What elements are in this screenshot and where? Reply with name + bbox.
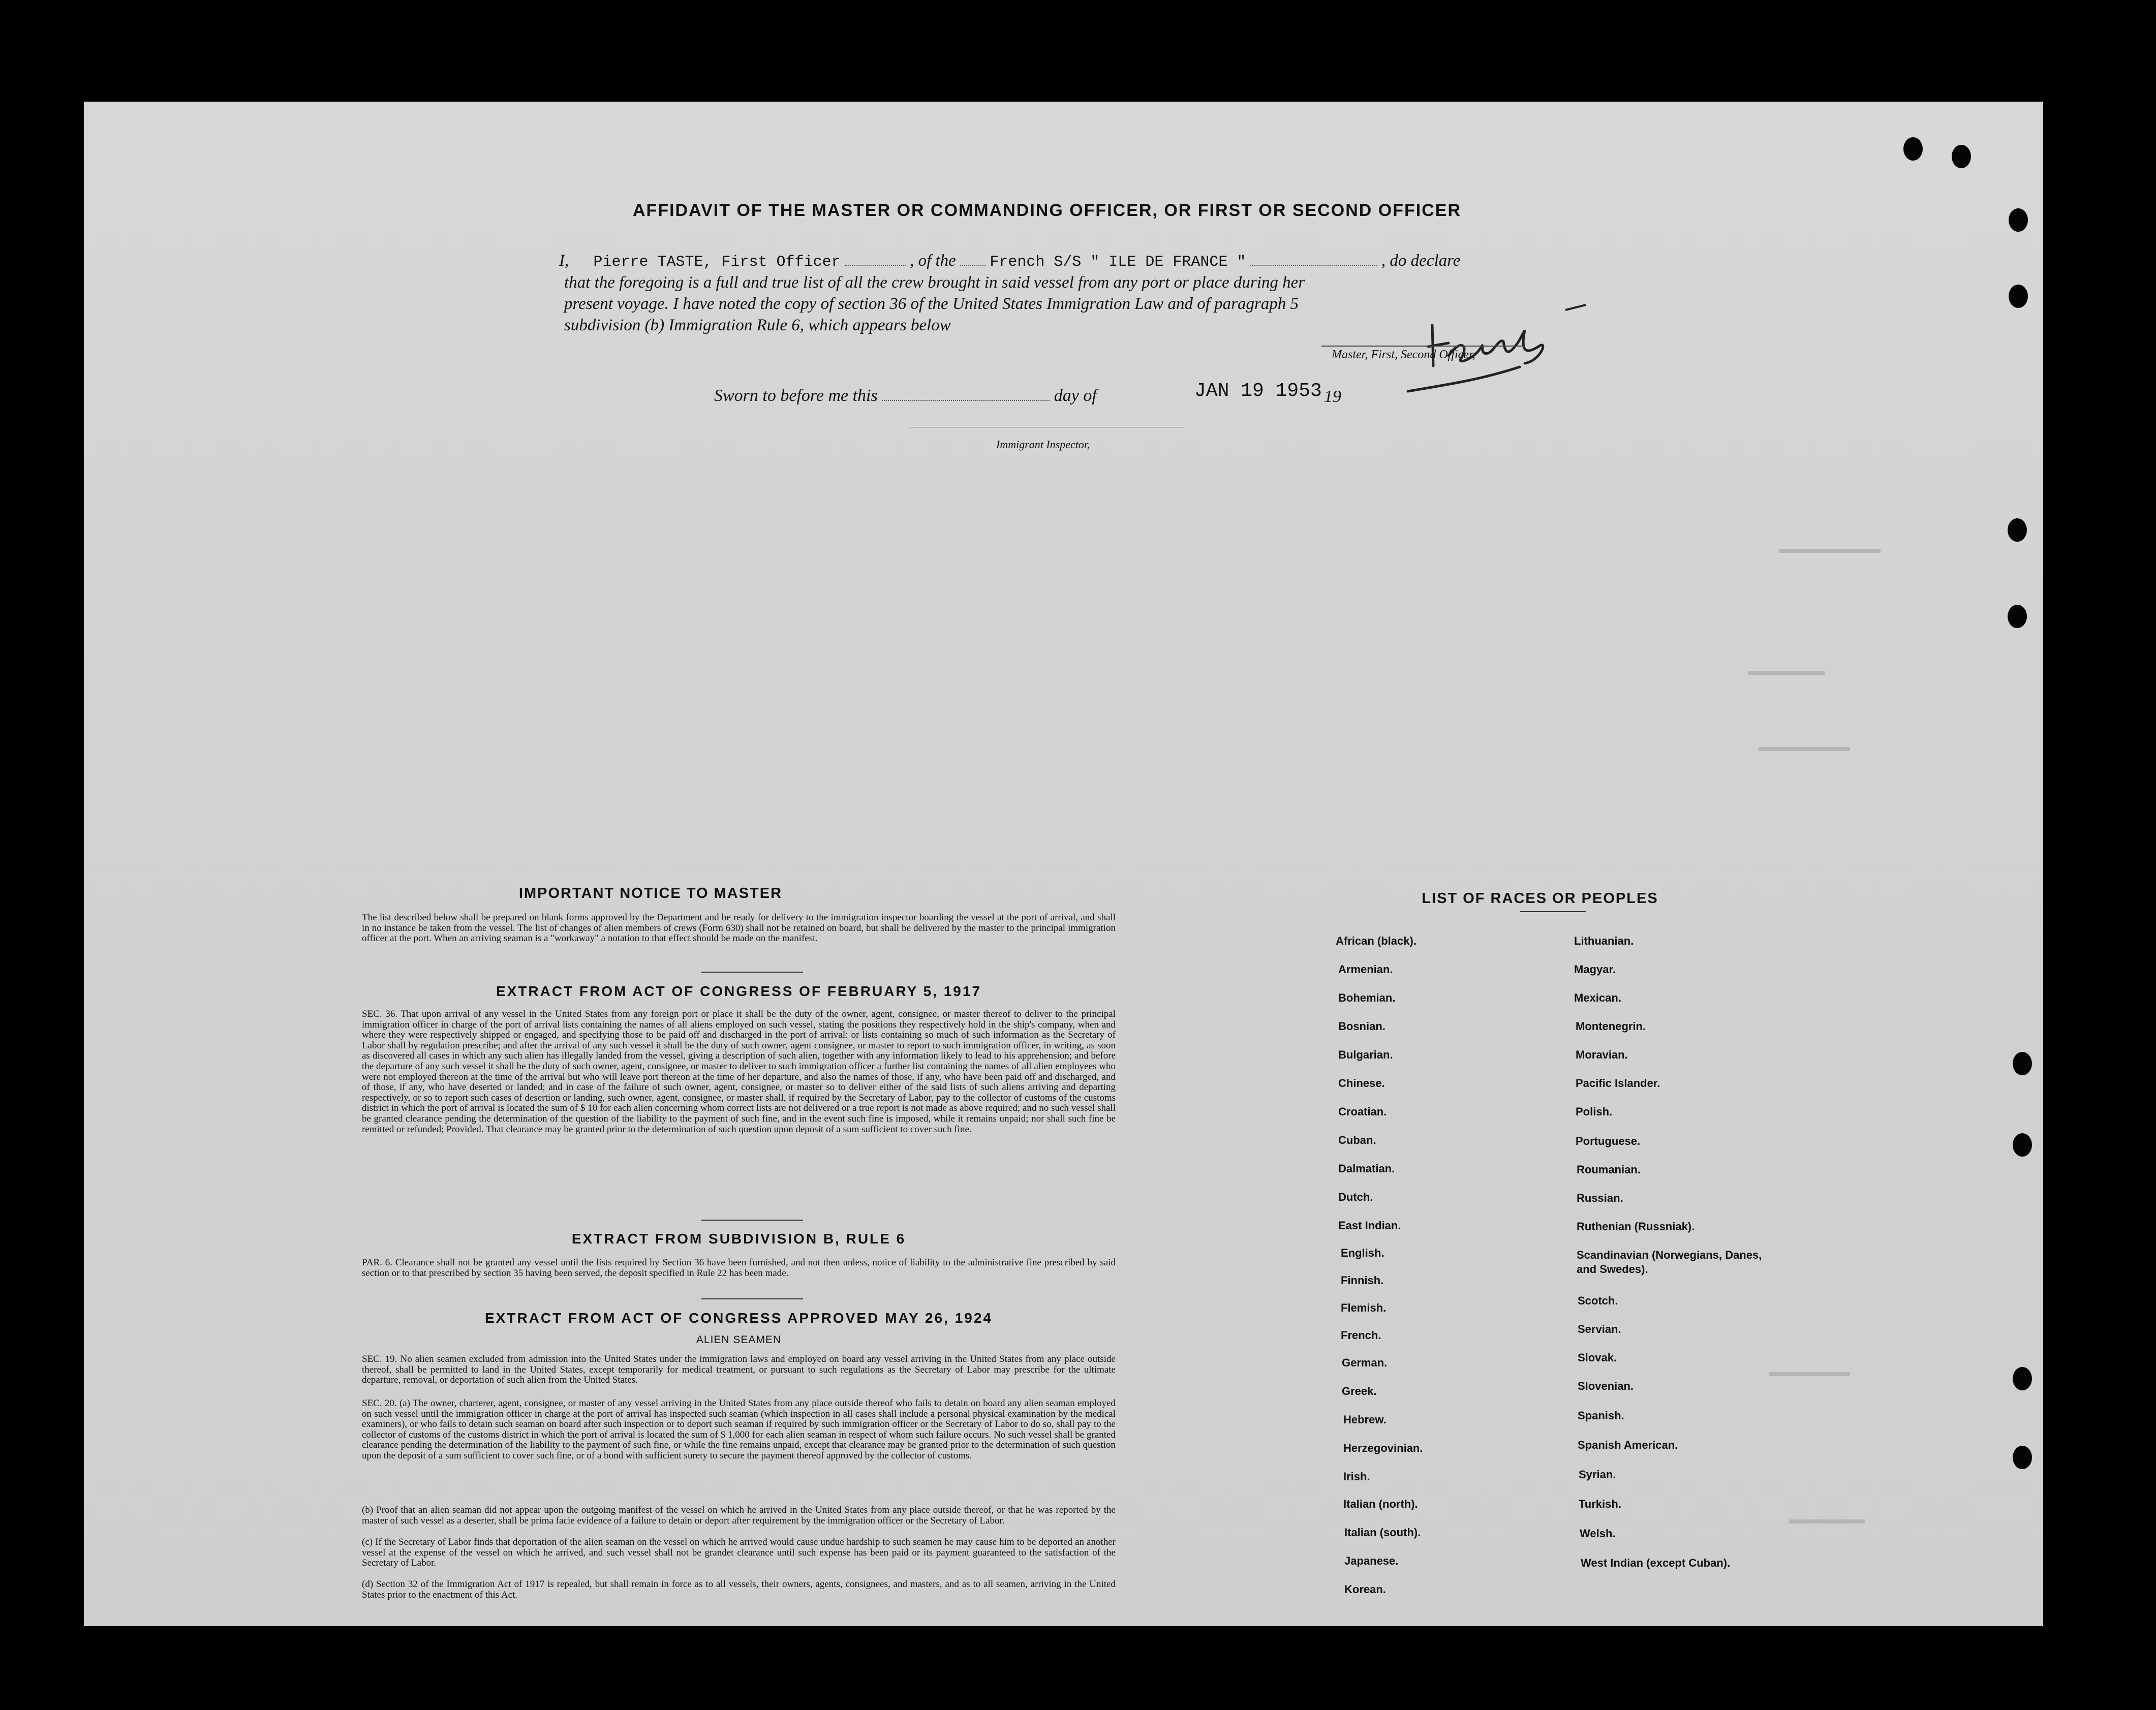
bleed-through-mark [1779,549,1881,553]
race-item: Armenian. [1338,963,1393,976]
signature-line [1321,346,1525,347]
race-item: Magyar. [1574,963,1616,976]
race-item: Hebrew. [1343,1413,1387,1426]
race-item: Welsh. [1580,1527,1616,1540]
race-item: Polish. [1576,1105,1613,1118]
section-divider [701,1298,803,1299]
affidavit-of-the: , of the [910,252,956,270]
race-item: Pacific Islander. [1576,1077,1660,1090]
race-item: Ruthenian (Russniak). [1577,1220,1695,1233]
bleed-through-mark [1769,1372,1850,1376]
affidavit-line-1 [559,252,1460,271]
punch-hole [2013,1052,2032,1075]
race-item: Cuban. [1338,1134,1376,1146]
punch-hole [2009,285,2028,308]
race-item: Irish. [1343,1470,1370,1483]
extract-1917-body: SEC. 36. That upon arrival of any vessel in the United States from any foreign port or place it shall be the duty of the owner, agent, consignee, or master thereof to deliver to the principal immigration officer in charge of the port of arrival lists containing the names of all aliens employed on such vessel, stating the positions they respectively hold in the ship's company, when and where they were respectively shipped or engaged, and specifying those to be paid off and discharged in the port of arrival: or lists containing so much of such information as the Secretary of Labor shall by regulation prescribe; and after the arrival of any such vessel it shall be the duty of such owner, agent consignee, or master to report to such immigration officer, in writing, as soon as discovered all cases in which any such alien has illegally landed from the vessel, giving a description of such alien, together with any information likely to lead to his apprehension; and before the departure of any such vessel it shall be the duty of such owner, agent, consignee, or master to deliver to such immigration officer a further list containing the names of all alien employees who were not employed thereon at the time of the arrival but who will leave port thereon at the time of her departure, and also the names of those, if any, who have been paid off and discharged, and of those, if any, who have deserted or landed; and in case of the failure of such owner, agent, consignee, or master so to deliver either of the said lists of such aliens arriving and departing respectively, or so to report such cases of desertion or landing, such owner, agent, consignee, or master shall, if required by the Secretary of Labor, pay to the collector of customs of the customs district in which the port of arrival is located the sum of $ 10 for each alien concerning whom correct lists are not delivered or a true report is not made as above required; and no such vessel shall be granted clearance pending the determination of the question of the liability to the payment of such fine, and in the event such fine is imposed, while it remains unpaid; nor shall such fine be remitted or refunded; Provided. That clearance may be granted prior to the determination of such question upon deposit of a sum sufficient to cover such fine. [362,1009,1116,1135]
races-title-underline [1520,911,1586,912]
race-item: Slovenian. [1578,1380,1634,1392]
race-item: Bosnian. [1338,1020,1385,1033]
race-item: Spanish American. [1578,1439,1678,1451]
extract-1924-sec20b: (b) Proof that an alien seaman did not appear upon the outgoing manifest of the vessel on which he arrived in the United States from any place outside thereof, or that he was reported by the master of such vessel as a deserter, shall be prima facie evidence of a failure to detain or deport after requirement by the immigration officer or the Secretary of Labor. [362,1505,1116,1526]
extract-1924-title: EXTRACT FROM ACT OF CONGRESS APPROVED MAY 26, 1924 [485,1310,993,1326]
extract-1924-sec20c: (c) If the Secretary of Labor finds that deportation of the alien seaman on the vessel on which he arrived would cause undue hardship to such seamen he may cause him to be deported an another vessel at the expense of the vessel on which he arrived, and such vessel shall not be grandet clearance until such expense has been paid or its payment guaranteed to the satisfaction of the Secretary of Labor. [362,1537,1116,1569]
races-title: LIST OF RACES OR PEOPLES [1422,890,1658,907]
race-item: Dalmatian. [1338,1162,1395,1175]
section-divider [701,1220,803,1221]
affidavit-line-2: that the foregoing is a full and true list of all the crew brought in said vessel from any port or place during her [564,273,1305,292]
race-item: French. [1341,1329,1381,1342]
race-item: Flemish. [1341,1301,1387,1314]
punch-hole [2009,208,2028,232]
document-sheet [84,102,2043,1626]
punch-hole [1903,137,1923,161]
extract-rule6-body: PAR. 6. Clearance shall not be granted any vessel until the lists required by Section 36 have been furnished, and not then unless, notice of liability to the administrative fine prescribed by said section or to that prescribed by section 35 having been served, the deposit specified in Rule 22 has been made. [362,1257,1116,1279]
extract-1924-sec20a: SEC. 20. (a) The owner, charterer, agent, consignee, or master of any vessel arriving in the United States from any place outside thereof who fails to detain on board any alien seaman employed on such vessel until the immigration officer in charge at the port of arrival has inspected such seaman (which inspection in all cases shall include a personal physical examination by the medical examiners), or who fails to detain such seaman on board after such inspection or to deport such seaman if required by such immigration officer or the Secretary of Labor to do so, shall pay to the collector of customs of the customs district in which the port of arrival is located the sum of $ 1,000 for each alien seaman in respect of whom such failure occurs. No such vessel shall be granted clearance pending the determination of the liability to the payment of such fine, or while the fine remains unpaid, except that clearance may be granted prior to the determination of such question upon the deposit of a sum sufficient to cover such fine, or of a bond with sufficient surety to secure the payment thereof approved by the collector of customs. [362,1398,1116,1461]
race-item: Korean. [1344,1583,1386,1596]
race-item: Herzegovinian. [1343,1442,1423,1454]
sworn-line [714,386,1097,406]
race-item: Mexican. [1574,991,1621,1004]
punch-hole [2008,605,2027,628]
date-stamp: JAN 19 1953 [1194,380,1322,402]
bleed-through-mark [1748,671,1825,675]
race-item: Portuguese. [1576,1135,1641,1147]
race-item: Italian (south). [1344,1526,1421,1539]
day-of-text: day of [1054,386,1097,405]
notice-title: IMPORTANT NOTICE TO MASTER [518,885,783,901]
race-item: Moravian. [1576,1048,1628,1061]
punch-hole [2013,1367,2032,1390]
race-item: Italian (north). [1343,1498,1418,1510]
inspector-caption: Immigrant Inspector, [996,438,1090,451]
declarant-name: Pierre TASTE, First Officer [593,254,841,271]
race-item: German. [1342,1356,1388,1369]
race-item: Greek. [1342,1385,1377,1397]
year-prefix: 19 [1324,387,1341,406]
signature-caption: Master, First, Second Officer, [1332,348,1475,361]
race-item: Lithuanian. [1574,935,1634,947]
punch-hole [1952,145,1971,168]
notice-body: The list described below shall be prepared on blank forms approved by the Department and be ready for delivery to the immigration inspector boarding the vessel at the port of arrival, and shall in no instance be taken from the vessel. The list of changes of alien members of crews (Form 630) shall not be retained on board, but shall be delivered by the master to the principal immigration officer at the port. When an arriving seaman is a "workaway" a notation to that effect should be made on the manifest. [362,912,1116,944]
race-item: African (black). [1336,935,1416,947]
race-item: Scandinavian (Norwegians, Danes, and Swedes). [1577,1249,1762,1276]
extract-rule6-title: EXTRACT FROM SUBDIVISION B, RULE 6 [571,1231,906,1247]
bleed-through-mark [1759,747,1850,751]
race-item: West Indian (except Cuban). [1581,1557,1731,1569]
race-item: Syrian. [1579,1468,1616,1481]
extract-1917-title: EXTRACT FROM ACT OF CONGRESS OF FEBRUARY 5, 1917 [496,983,982,999]
race-item: Turkish. [1579,1498,1621,1510]
race-item: Roumanian. [1577,1163,1641,1176]
bleed-through-mark [1789,1519,1865,1524]
affidavit-line-3: present voyage. I have noted the copy of section 36 of the United States Immigration Law and of paragraph 5 [564,295,1299,313]
punch-hole [2008,518,2027,542]
affidavit-do-declare: , do declare [1381,252,1461,270]
punch-hole [2013,1133,2032,1157]
race-item: Russian. [1577,1192,1623,1204]
race-item: Scotch. [1578,1294,1618,1307]
race-item: East Indian. [1338,1219,1401,1232]
affidavit-line-4: subdivision (b) Immigration Rule 6, which appears below [564,316,951,334]
race-item: Finnish. [1341,1274,1384,1287]
race-item: Chinese. [1338,1077,1385,1090]
vessel-name: French S/S " ILE DE FRANCE " [990,254,1246,271]
sworn-text: Sworn to before me this [714,386,878,405]
affidavit-prefix: I, [559,252,569,270]
race-item: English. [1341,1247,1384,1259]
race-item: Montenegrin. [1576,1020,1646,1033]
punch-hole [2013,1446,2032,1469]
race-item: Slovak. [1578,1351,1617,1364]
race-item: Dutch. [1338,1191,1373,1203]
extract-1924-sec20d: (d) Section 32 of the Immigration Act of 1917 is repealed, but shall remain in force as to all vessels, their owners, agents, consignees, and masters, and as to all seamen, arriving in the United States prior to the enactment of this Act. [362,1579,1116,1600]
race-item: Servian. [1578,1323,1621,1335]
affidavit-title: AFFIDAVIT OF THE MASTER OR COMMANDING OFFICER, OR FIRST OR SECOND OFFICER [633,201,1461,220]
race-item: Bulgarian. [1338,1048,1393,1061]
race-item: Spanish. [1578,1409,1624,1422]
race-item: Bohemian. [1338,991,1396,1004]
section-divider [701,972,803,973]
race-item: Croatian. [1338,1105,1387,1118]
extract-1924-sec19: SEC. 19. No alien seamen excluded from admission into the United States under the immigration laws and employed on board any vessel arriving in the United States from any place outside thereof, shall be permitted to land in the United States, except temporarily for medical treatment, or pursuant to such regulations as the Secretary of Labor may prescribe for the ultimate departure, removal, or deportation of such alien from the United States. [362,1354,1116,1386]
race-item: Japanese. [1344,1554,1399,1567]
alien-seamen-subtitle: ALIEN SEAMEN [696,1334,782,1346]
